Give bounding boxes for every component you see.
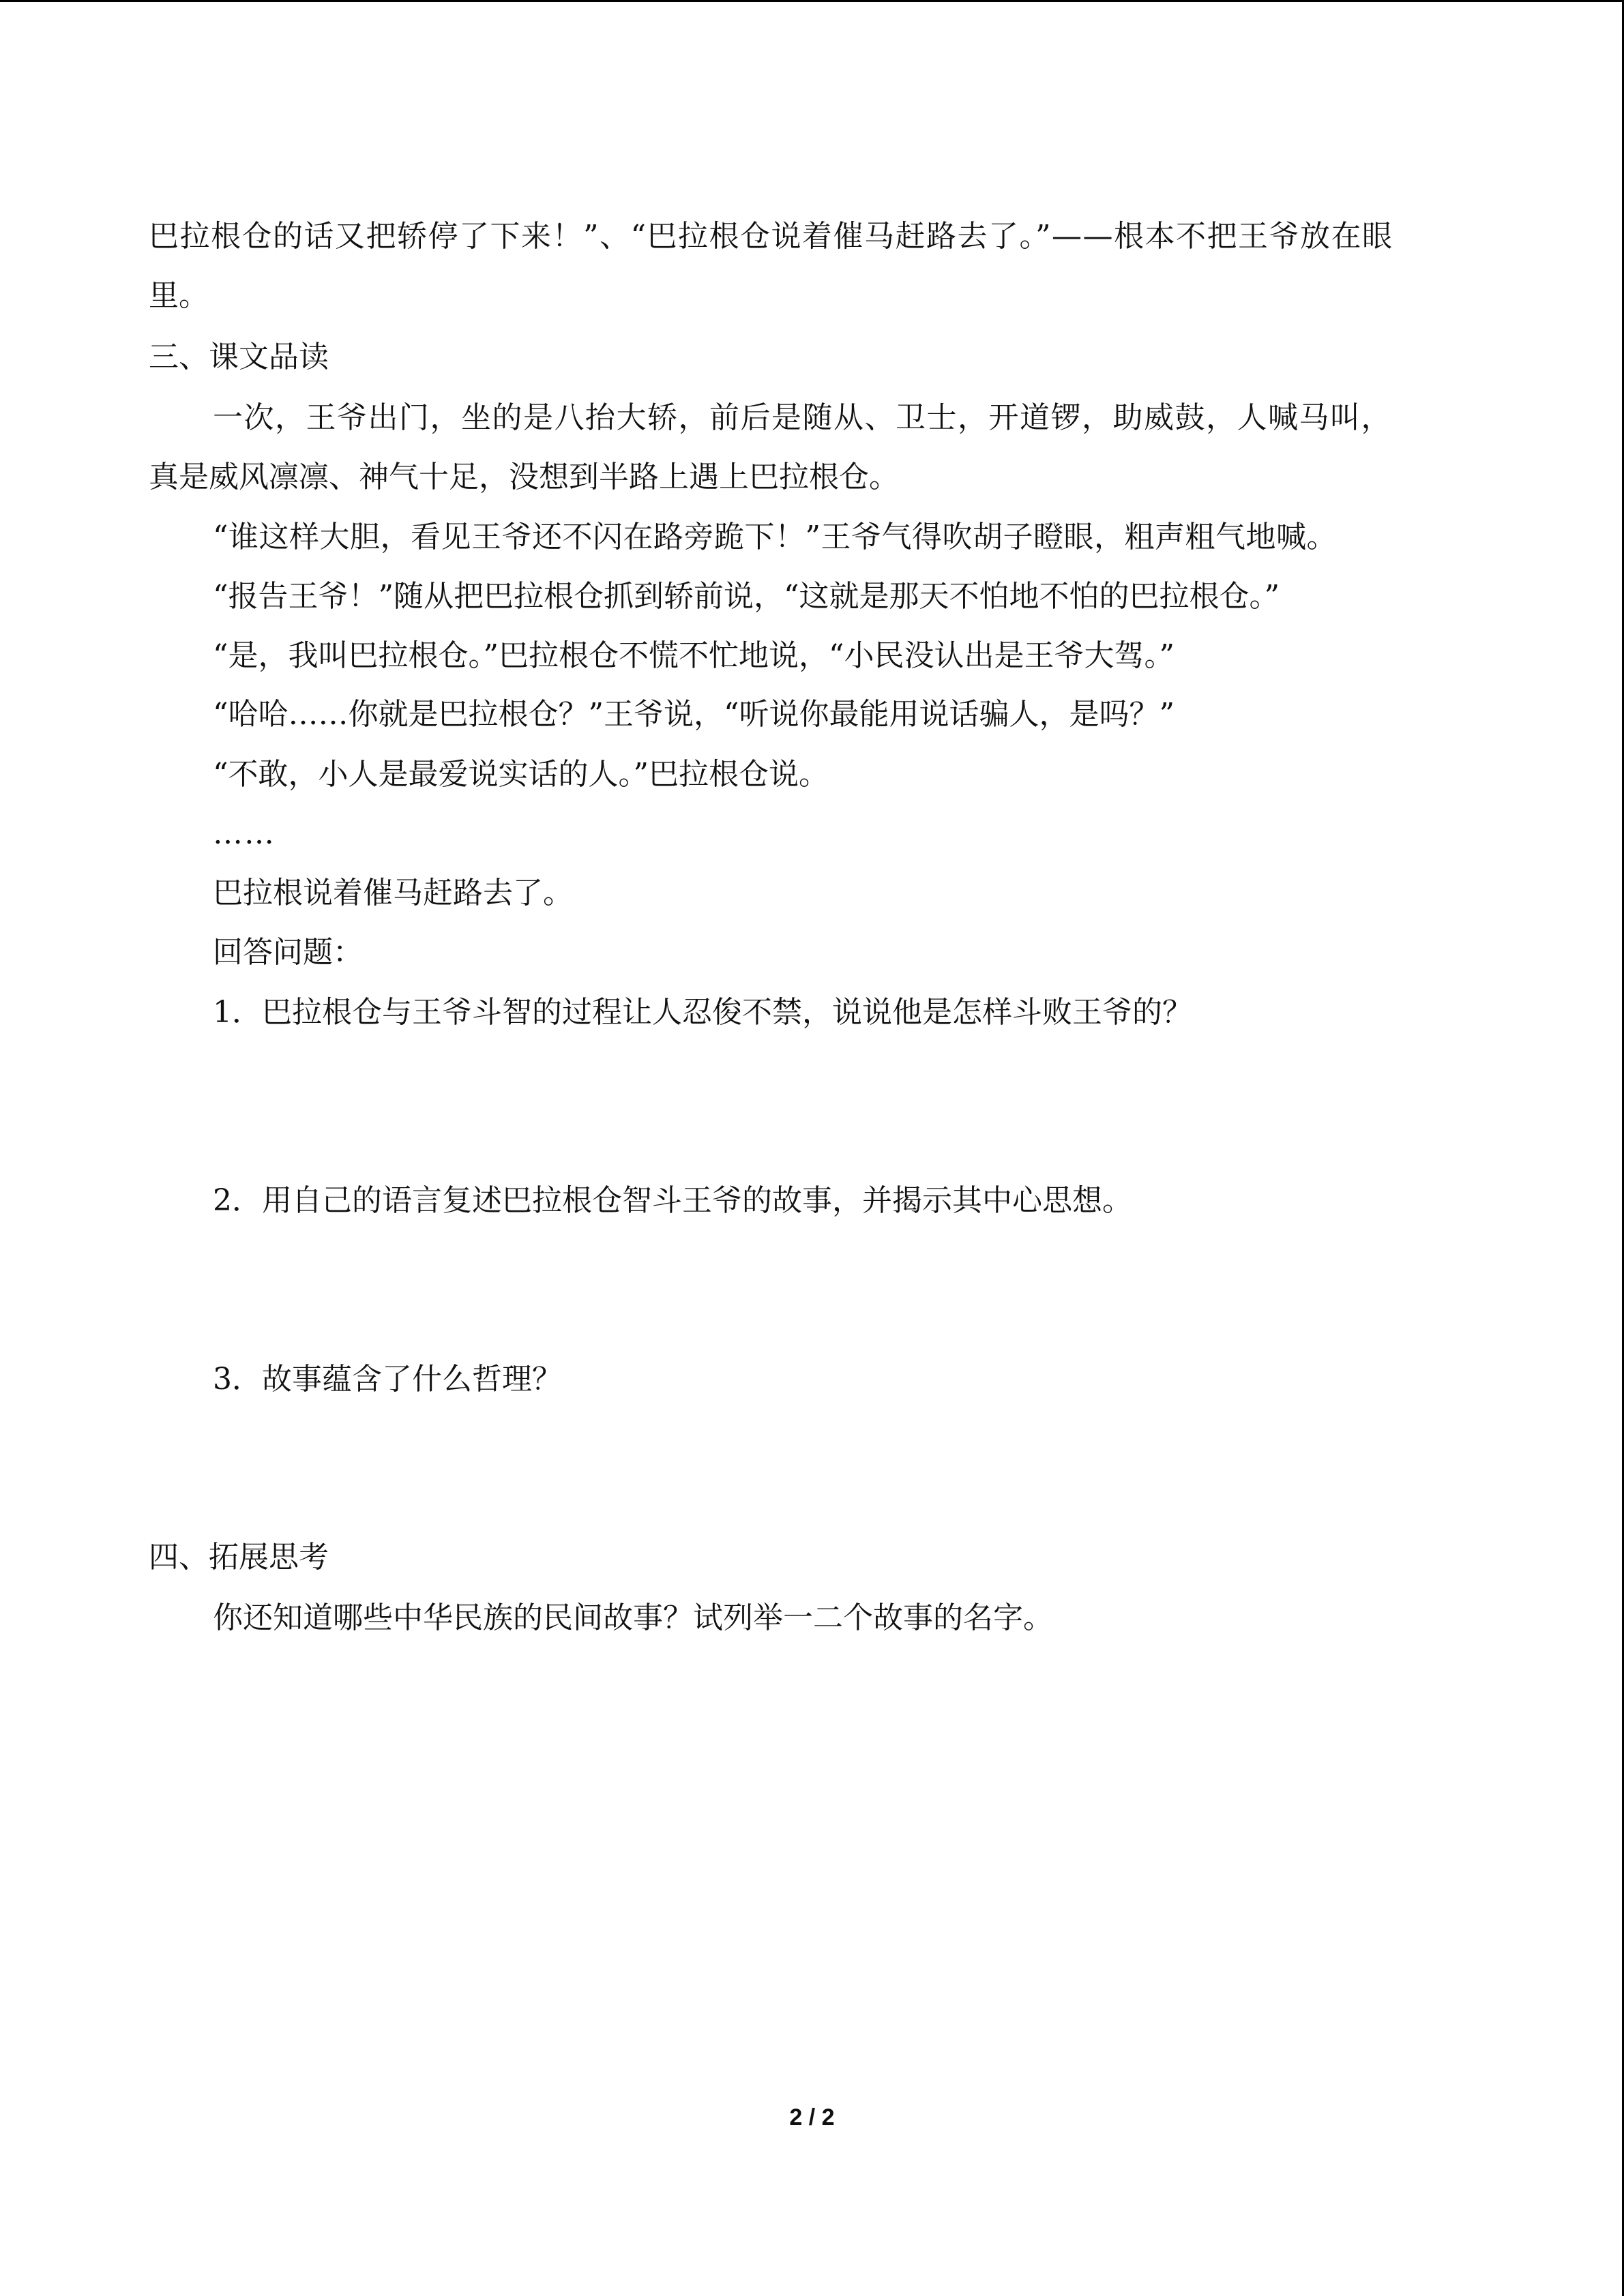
- dialogue-line: “报告王爷！”随从把巴拉根仓抓到轿前说，“这就是那天不怕地不怕的巴拉根仓。”: [213, 579, 1280, 614]
- section-heading-reading: 三、课文品读: [149, 340, 329, 374]
- dialogue-line: “谁这样大胆，看见王爷还不闪在路旁跪下！”王爷气得吹胡子瞪眼，粗声粗气地喊。: [213, 520, 1337, 554]
- paragraph-line: 巴拉根说着催马赶路去了。: [213, 876, 573, 910]
- paragraph-line: 一次，王爷出门，坐的是八抬大轿，前后是随从、卫士，开道锣，助威鼓，人喊马叫，: [213, 400, 1392, 435]
- page-number: 2 / 2: [789, 2104, 835, 2130]
- ellipsis-line: ……: [213, 816, 276, 851]
- text-line-continuation-end: 里。: [149, 278, 209, 313]
- dialogue-line: “哈哈……你就是巴拉根仓？”王爷说，“听说你最能用说话骗人，是吗？”: [213, 697, 1175, 732]
- question-3: 3．故事蕴含了什么哲理？: [213, 1362, 562, 1397]
- section-heading-extension: 四、拓展思考: [149, 1540, 329, 1575]
- text-line-continuation: 巴拉根仓的话又把轿停了下来！”、“巴拉根仓说着催马赶路去了。”——根本不把王爷放在眼: [149, 219, 1393, 254]
- extension-prompt: 你还知道哪些中华民族的民间故事？试列举一二个故事的名字。: [213, 1600, 1053, 1635]
- dialogue-line: “不敢，小人是最爱说实话的人。”巴拉根仓说。: [213, 757, 829, 792]
- paragraph-line: 真是威风凛凛、神气十足，没想到半路上遇上巴拉根仓。: [149, 460, 899, 494]
- question-1: 1．巴拉根仓与王爷斗智的过程让人忍俊不禁，说说他是怎样斗败王爷的？: [213, 995, 1192, 1030]
- question-2: 2．用自己的语言复述巴拉根仓智斗王爷的故事，并揭示其中心思想。: [213, 1183, 1132, 1218]
- questions-intro: 回答问题：: [213, 935, 363, 970]
- dialogue-line: “是，我叫巴拉根仓。”巴拉根仓不慌不忙地说，“小民没认出是王爷大驾。”: [213, 638, 1175, 673]
